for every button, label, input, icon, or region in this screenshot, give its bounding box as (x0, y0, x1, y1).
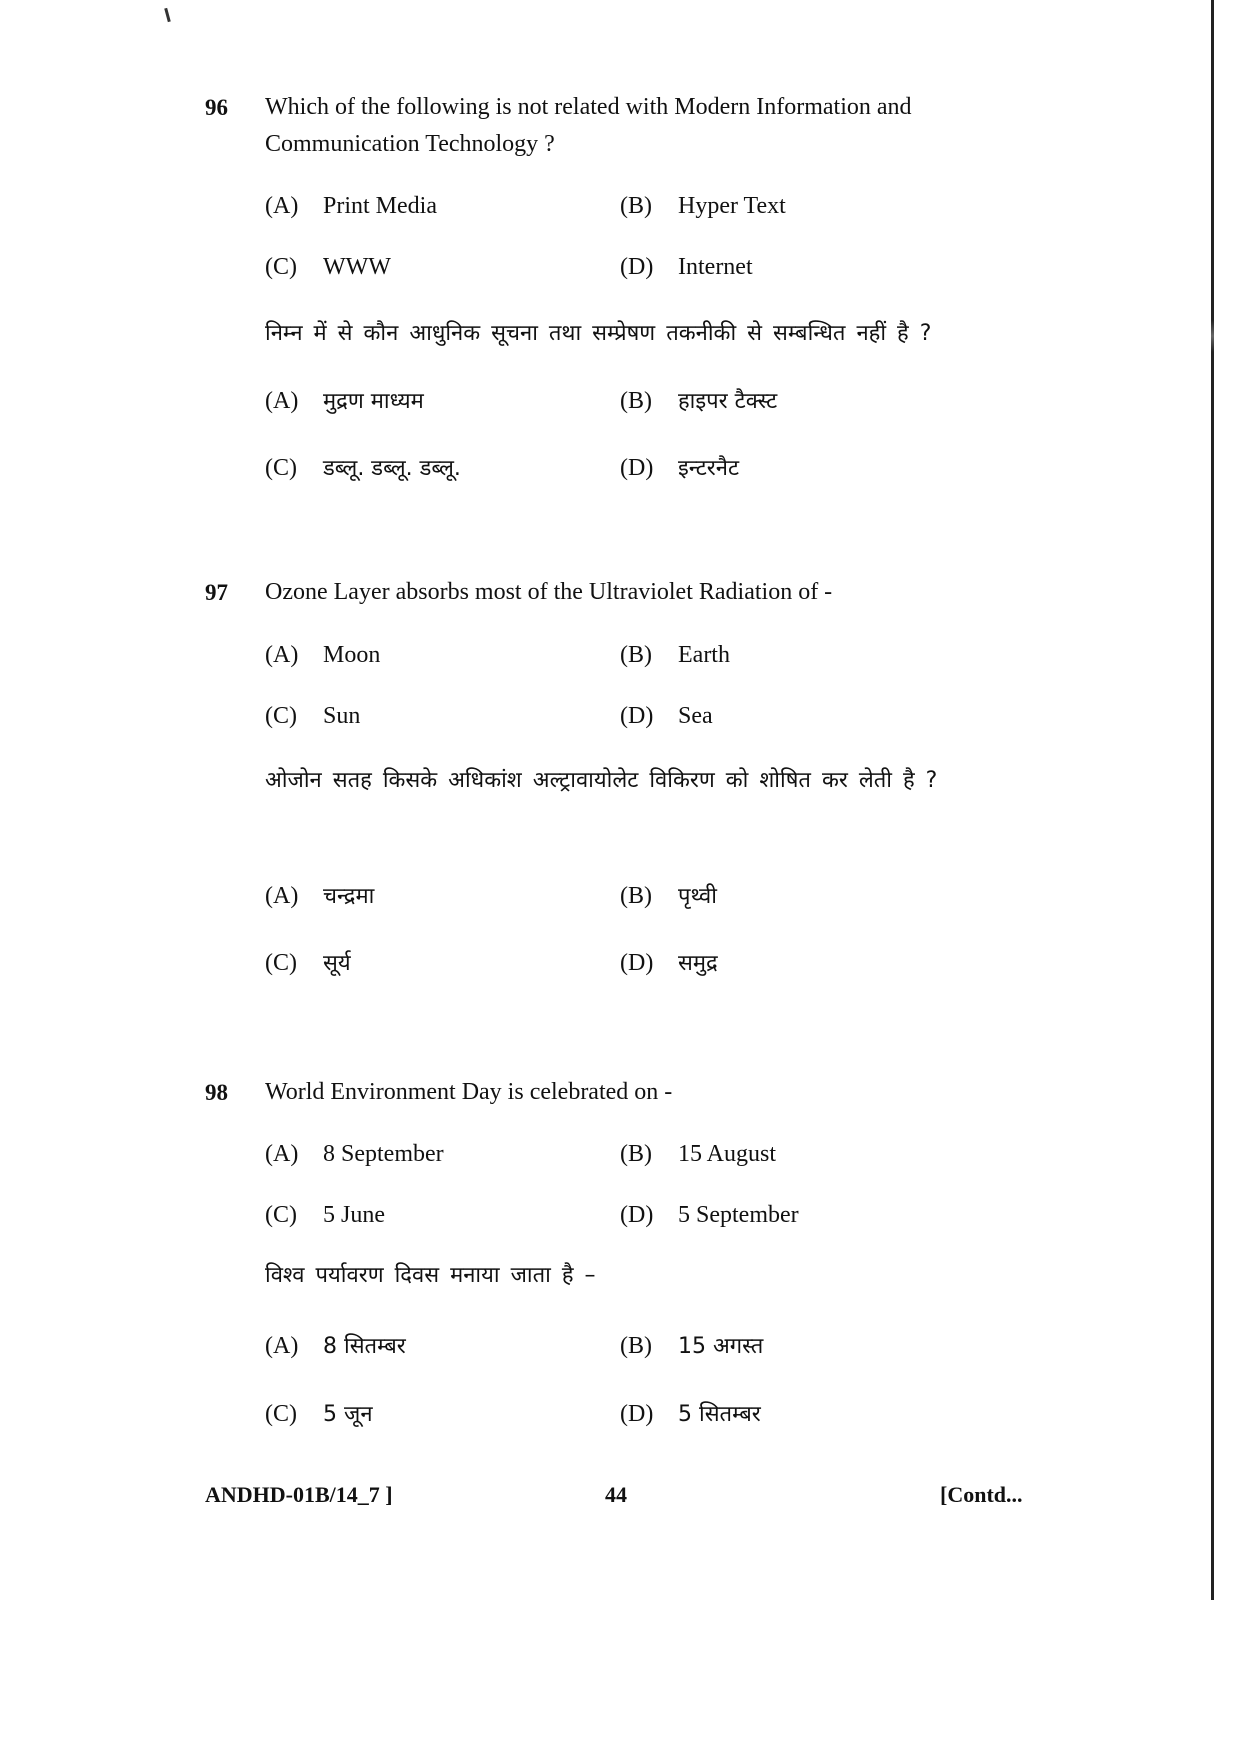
option-letter: (C) (265, 703, 297, 729)
option-d-hi (620, 947, 718, 977)
question-text-en: Ozone Layer absorbs most of the Ultraviolet Radiation of - (265, 579, 833, 605)
option-c-hi (265, 1398, 373, 1428)
option-letter: (B) (620, 1141, 652, 1167)
option-letter: (B) (620, 388, 652, 414)
option-text: Hyper Text (678, 193, 786, 219)
option-text: इन्टरनैट (678, 456, 740, 481)
option-b-hi (620, 1330, 763, 1360)
option-c-hi (265, 452, 461, 482)
option-text: 8 सितम्बर (323, 1334, 406, 1359)
continued-label: [Contd... (940, 1482, 1023, 1507)
option-d-hi (620, 1398, 761, 1428)
option-text: Print Media (323, 193, 437, 219)
option-text: हाइपर टैक्स्ट (678, 389, 778, 414)
scan-binding-edge (1211, 0, 1214, 1600)
option-letter: (C) (265, 254, 297, 280)
option-letter: (A) (265, 883, 299, 909)
option-a-en (265, 1141, 444, 1168)
option-text: Sun (323, 703, 361, 729)
option-b-en (620, 642, 730, 669)
option-d-en (620, 254, 753, 281)
option-letter: (B) (620, 193, 652, 219)
option-c-en (265, 254, 391, 281)
option-letter: (D) (620, 950, 654, 976)
option-letter: (D) (620, 254, 654, 280)
option-text: 5 September (678, 1202, 799, 1228)
scan-speck (164, 8, 171, 22)
option-a-en (265, 642, 380, 669)
option-text: Earth (678, 642, 730, 668)
option-text: 8 September (323, 1141, 444, 1167)
question-text-en: World Environment Day is celebrated on - (265, 1079, 673, 1105)
option-letter: (A) (265, 642, 299, 668)
question-text-hi: ओजोन सतह किसके अधिकांश अल्ट्रावायोलेट विकिरण को शोषित कर लेती है ? (265, 768, 938, 793)
option-text: समुद्र (678, 951, 718, 976)
option-text: WWW (323, 254, 391, 280)
option-d-en (620, 1202, 799, 1229)
option-d-hi (620, 452, 739, 482)
option-text: 15 August (678, 1141, 777, 1167)
option-letter: (B) (620, 642, 652, 668)
option-a-hi (265, 385, 424, 415)
option-b-en (620, 1141, 776, 1168)
option-letter: (D) (620, 1202, 654, 1228)
option-text: मुद्रण माध्यम (323, 389, 424, 414)
option-letter: (B) (620, 1333, 652, 1359)
option-letter: (A) (265, 388, 299, 414)
option-text: सूर्य (323, 951, 351, 976)
question-text-hi: विश्व पर्यावरण दिवस मनाया जाता है – (265, 1263, 596, 1288)
option-text: पृथ्वी (678, 884, 717, 909)
option-letter: (B) (620, 883, 652, 909)
question-text-hi: निम्न में से कौन आधुनिक सूचना तथा सम्प्रेषण तकनीकी से सम्बन्धित नहीं है ? (265, 321, 932, 346)
option-d-en (620, 703, 713, 730)
option-c-en (265, 703, 360, 730)
option-letter: (D) (620, 703, 654, 729)
option-text: Moon (323, 642, 381, 668)
option-text: 5 June (323, 1202, 385, 1228)
option-letter: (C) (265, 1202, 297, 1228)
option-letter: (D) (620, 1401, 654, 1427)
page-number: 44 (605, 1482, 627, 1507)
option-b-en (620, 193, 786, 220)
option-letter: (C) (265, 950, 297, 976)
option-a-hi (265, 880, 374, 910)
option-text: डब्लू. डब्लू. डब्लू. (323, 456, 461, 481)
option-letter: (A) (265, 1141, 299, 1167)
option-letter: (C) (265, 1401, 297, 1427)
option-text: Internet (678, 254, 753, 280)
question-number: 98 (205, 1080, 228, 1105)
option-b-hi (620, 385, 777, 415)
option-letter: (D) (620, 455, 654, 481)
option-text: 15 अगस्त (678, 1334, 764, 1359)
option-text: चन्द्रमा (323, 884, 375, 909)
option-text: 5 सितम्बर (678, 1402, 761, 1427)
question-number: 97 (205, 580, 228, 605)
option-c-en (265, 1202, 385, 1229)
option-b-hi (620, 880, 717, 910)
question-number: 96 (205, 95, 228, 120)
option-letter: (A) (265, 193, 299, 219)
option-text: Sea (678, 703, 713, 729)
paper-code: ANDHD-01B/14_7 ] (205, 1482, 393, 1507)
option-text: 5 जून (323, 1402, 373, 1427)
option-c-hi (265, 947, 351, 977)
question-text-en: Which of the following is not related with Modern Information and Communication Technology ? (265, 94, 912, 157)
option-a-en (265, 193, 437, 220)
option-letter: (A) (265, 1333, 299, 1359)
option-a-hi (265, 1330, 406, 1360)
option-letter: (C) (265, 455, 297, 481)
